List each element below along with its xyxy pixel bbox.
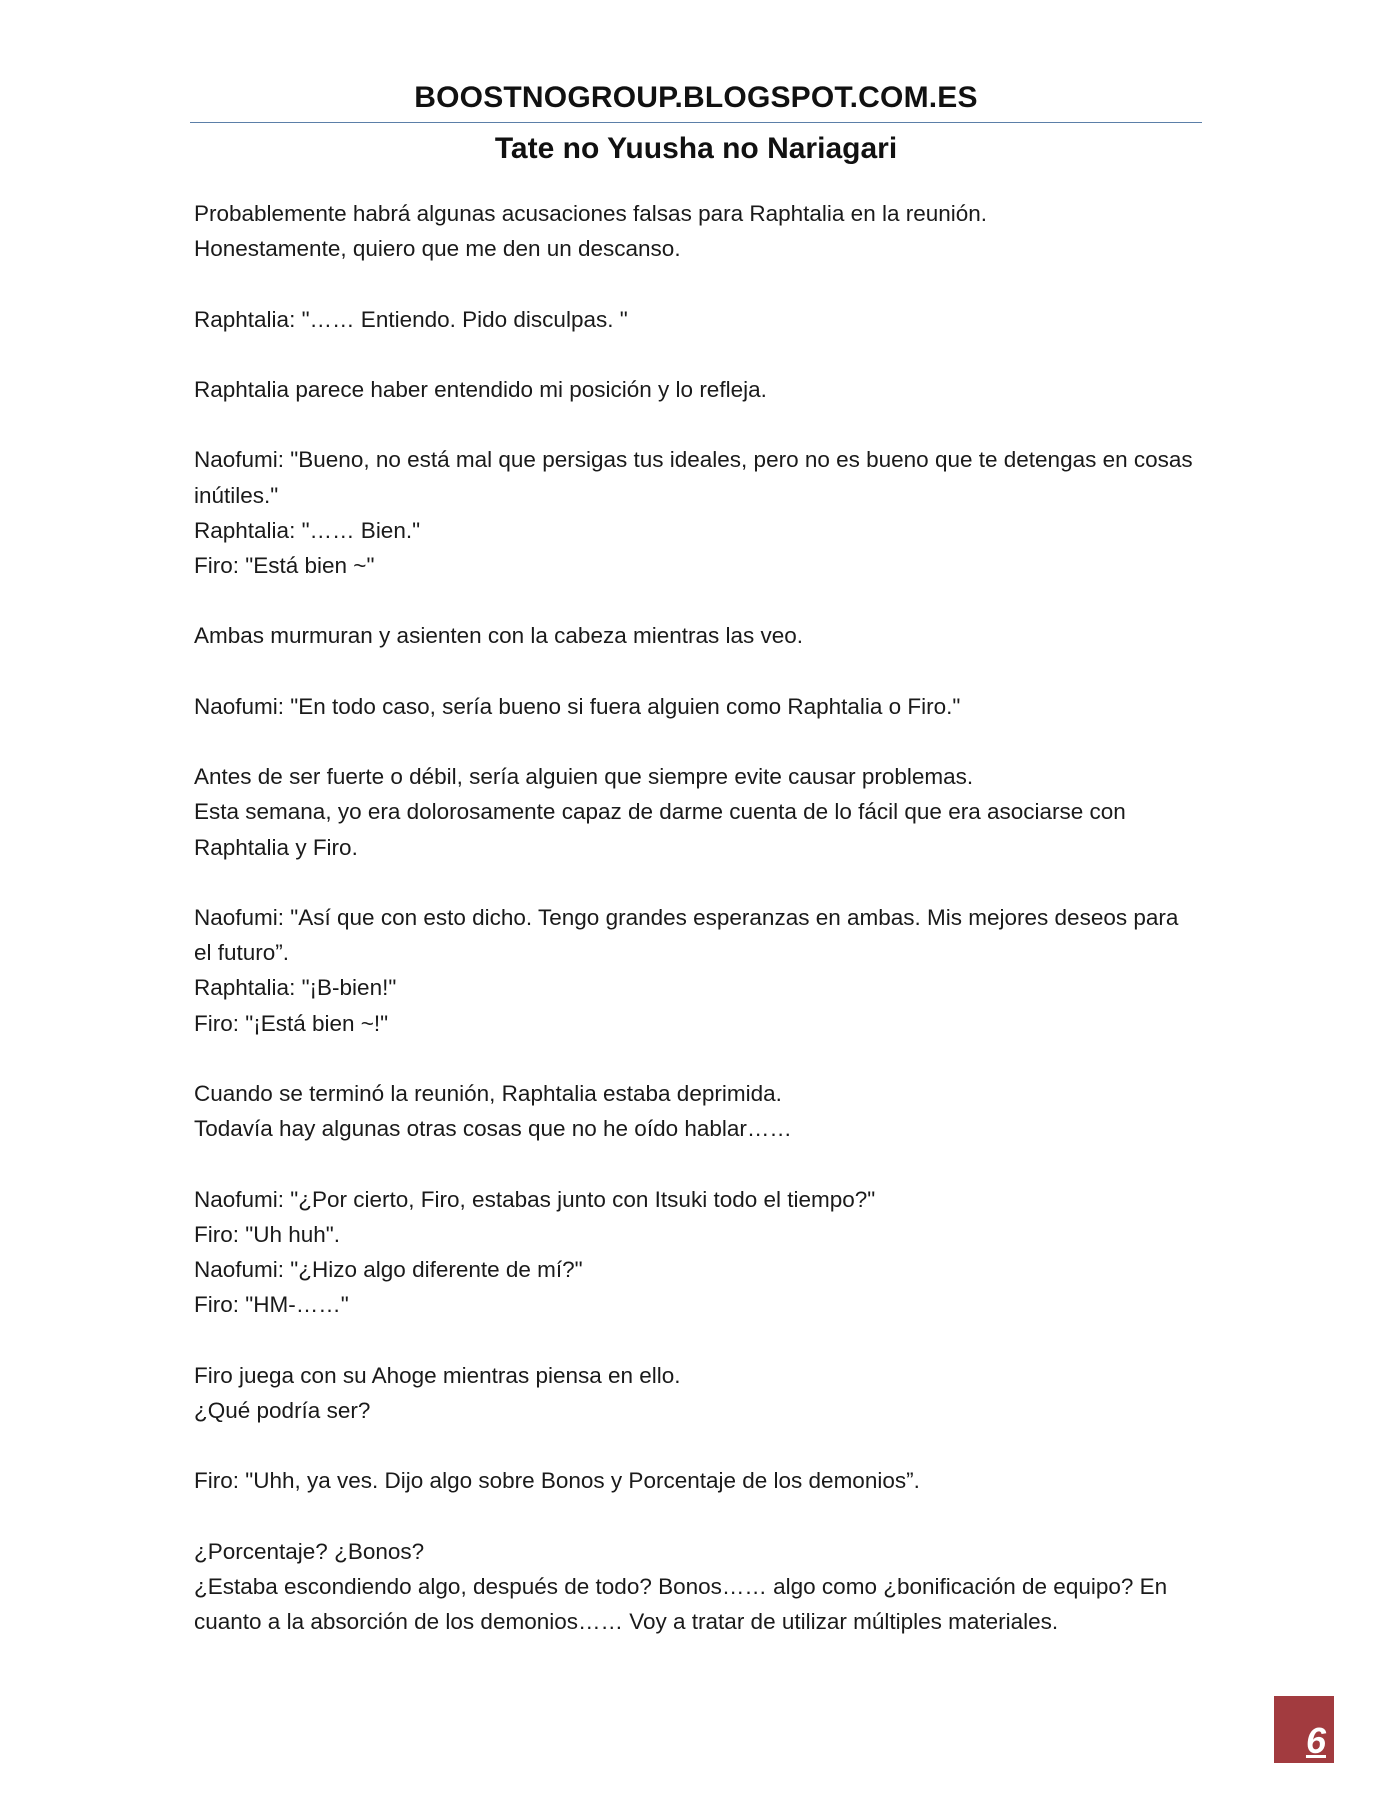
text-line: Raphtalia: "¡B-bien!" [194,975,397,1001]
paragraph-gap [194,865,1204,900]
paragraph-gap [194,1041,1204,1076]
text-line: Firo: "Uhh, ya ves. Dijo algo sobre Bonos y Porcentaje de los demonios”. [194,1468,920,1494]
text-line: ¿Estaba escondiendo algo, después de todo? Bonos…… algo como ¿bonificación de equipo? En [194,1573,1168,1599]
site-title: BOOSTNOGROUP.BLOGSPOT.COM.ES [414,81,978,114]
paragraph-gap [194,1498,1204,1533]
text-line: ¿Porcentaje? ¿Bonos? [194,1538,425,1564]
text-line: Todavía hay algunas otras cosas que no he oído hablar…… [194,1116,792,1142]
text-line: Probablemente habrá algunas acusaciones falsas para Raphtalia en la reunión. [194,201,988,226]
document-title: Tate no Yuusha no Nariagari [494,132,898,165]
text-line: Honestamente, quiero que me den un descanso. [194,236,681,262]
paragraph [194,372,1204,407]
paragraph-gap [194,407,1204,442]
paragraph-gap [194,1146,1204,1181]
text-line: Raphtalia: "…… Entiendo. Pido disculpas. " [194,306,628,332]
paragraph-gap [194,1428,1204,1463]
text-line: Naofumi: "En todo caso, sería bueno si fuera alguien como Raphtalia o Firo." [194,693,961,719]
page-header [190,80,1202,169]
text-line: Raphtalia: "…… Bien." [194,517,421,543]
text-line: Firo: "Está bien ~" [194,552,375,578]
paragraph-gap [194,337,1204,372]
text-line: Antes de ser fuerte o débil, sería alguien que siempre evite causar problemas. [194,764,974,790]
paragraph-gap [194,724,1204,759]
paragraph [194,618,1204,653]
paragraph-gap [194,1322,1204,1357]
text-line: Firo: "¡Está bien ~!" [194,1010,389,1036]
paragraph [194,759,1204,865]
paragraph-gap [194,583,1204,618]
text-line: Naofumi: "Bueno, no está mal que persigas tus ideales, pero no es bueno que te detengas en cosas [194,447,1193,473]
paragraph [194,1358,1204,1428]
document-body [194,196,1204,1639]
text-line: Naofumi: "¿Por cierto, Firo, estabas junto con Itsuki todo el tiempo?" [194,1186,876,1212]
paragraph [194,442,1204,583]
text-line: Naofumi: "¿Hizo algo diferente de mí?" [194,1256,583,1282]
paragraph [194,302,1204,337]
paragraph-gap [194,266,1204,301]
text-line: Cuando se terminó la reunión, Raphtalia estaba deprimida. [194,1080,782,1106]
text-line: Raphtalia y Firo. [194,834,358,860]
header-divider [190,122,1202,123]
text-line: Firo: "HM-……" [194,1292,349,1318]
paragraph [194,1463,1204,1498]
paragraph [194,1534,1204,1640]
text-line: cuanto a la absorción de los demonios…… Voy a tratar de utilizar múltiples materiales. [194,1608,1059,1634]
paragraph [194,1076,1204,1146]
text-line: ¿Qué podría ser? [194,1397,371,1423]
text-line: Firo: "Uh huh". [194,1221,341,1247]
paragraph-gap [194,654,1204,689]
text-line: Firo juega con su Ahoge mientras piensa en ello. [194,1362,681,1388]
text-line: el futuro”. [194,940,290,966]
paragraph [194,1182,1204,1323]
paragraph [194,689,1204,724]
paragraph [194,196,1204,266]
text-line: inútiles." [194,482,279,508]
text-line: Raphtalia parece haber entendido mi posición y lo refleja. [194,376,767,402]
page-number-badge [1274,1696,1334,1766]
paragraph [194,900,1204,1041]
text-line: Esta semana, yo era dolorosamente capaz de darme cuenta de lo fácil que era asociarse con [194,799,1126,825]
page-number: 6 [1305,1720,1326,1761]
text-line: Naofumi: "Así que con esto dicho. Tengo grandes esperanzas en ambas. Mis mejores deseos para [194,904,1179,930]
text-line: Ambas murmuran y asienten con la cabeza mientras las veo. [194,623,804,649]
